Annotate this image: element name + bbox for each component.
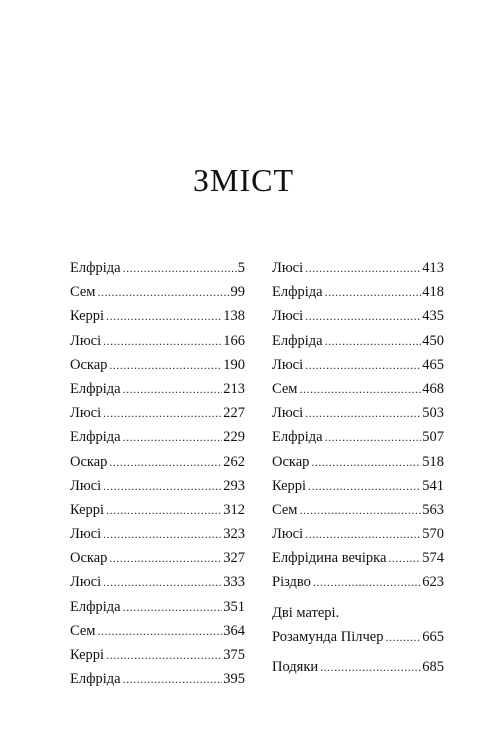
entry-title: Елфріда: [70, 598, 121, 615]
toc-column-right: [272, 256, 444, 679]
entry-page: 333: [223, 574, 245, 591]
entry-page: 229: [223, 429, 245, 446]
entry-title: Люсі: [272, 356, 304, 373]
toc-entry[interactable]: [272, 304, 444, 328]
entry-title: Елфрідина вечірка: [272, 550, 387, 567]
toc-entry[interactable]: [70, 353, 245, 377]
entry-page: 323: [223, 526, 245, 543]
toc-entry[interactable]: [70, 256, 245, 280]
entry-title: Керрі: [70, 501, 105, 518]
entry-title: Елфріда: [272, 284, 323, 301]
toc-entry[interactable]: [272, 377, 444, 401]
dot-leader: [308, 474, 421, 498]
toc-entry[interactable]: [272, 329, 444, 353]
toc-entry[interactable]: [70, 643, 245, 667]
entry-page: 5: [237, 260, 245, 276]
entry-title: Сем: [70, 284, 96, 301]
dot-leader: [103, 522, 222, 546]
entry-page: 262: [223, 453, 245, 470]
entry-title: Сем: [272, 501, 298, 518]
dot-leader: [305, 304, 421, 328]
toc-entry[interactable]: [272, 425, 444, 449]
entry-title: Оскар: [70, 356, 108, 373]
entry-page: 166: [223, 332, 245, 349]
entry-title: Елфріда: [70, 380, 121, 397]
dot-leader: [109, 546, 222, 570]
toc-entry[interactable]: [70, 329, 245, 353]
dot-leader: [106, 304, 222, 328]
toc-entry[interactable]: [272, 353, 444, 377]
dot-leader: [106, 498, 222, 522]
entry-title: Оскар: [272, 453, 310, 470]
entry-page: 395: [223, 671, 245, 688]
entry-title: Подяки: [272, 659, 319, 675]
dot-leader: [305, 401, 421, 425]
entry-title: Керрі: [70, 647, 105, 663]
entry-title: Люсі: [70, 405, 102, 422]
dot-leader: [123, 425, 223, 449]
entry-page: 507: [422, 429, 444, 446]
entry-page: 465: [422, 356, 444, 373]
entry-title: Сем: [70, 622, 96, 639]
entry-title: Люсі: [272, 526, 304, 543]
entry-page: 327: [223, 550, 245, 567]
toc-entry[interactable]: [70, 401, 245, 425]
entry-page: 623: [422, 574, 444, 591]
dot-leader: [123, 256, 237, 280]
dot-leader: [109, 353, 222, 377]
entry-title: Розамунда Пілчер: [272, 628, 384, 645]
entry-title: Люсі: [272, 405, 304, 422]
toc-entry[interactable]: [70, 450, 245, 474]
dot-leader: [103, 474, 222, 498]
entry-title: Елфріда: [272, 332, 323, 349]
entry-title: Сем: [272, 380, 298, 397]
dot-leader: [325, 425, 422, 449]
dot-leader: [97, 619, 222, 643]
toc-entry[interactable]: [272, 570, 444, 594]
entry-title: Люсі: [272, 308, 304, 325]
dot-leader: [103, 329, 222, 353]
dot-leader: [325, 280, 422, 304]
toc-entry-afterword[interactable]: [272, 625, 444, 649]
entry-page: 435: [422, 308, 444, 325]
entry-title: Елфріда: [70, 671, 121, 688]
toc-entry[interactable]: [272, 498, 444, 522]
dot-leader: [313, 570, 421, 594]
toc-entry[interactable]: [272, 450, 444, 474]
entry-title: Люсі: [70, 477, 102, 494]
entry-title: Керрі: [70, 308, 105, 325]
entry-page: 227: [223, 405, 245, 422]
entry-page: 99: [230, 284, 245, 301]
entry-page: 450: [422, 332, 444, 349]
toc-entry[interactable]: [70, 546, 245, 570]
toc-entry[interactable]: [70, 570, 245, 594]
entry-page: 518: [422, 453, 444, 470]
entry-page: 665: [422, 628, 444, 645]
entry-title: Елфріда: [70, 429, 121, 446]
entry-title: Люсі: [70, 526, 102, 543]
entry-title: Різдво: [272, 574, 311, 591]
entry-page: 138: [223, 308, 245, 325]
toc-entry[interactable]: [70, 619, 245, 643]
entry-title: Дві матері.: [272, 604, 340, 621]
toc-entry-afterword-heading[interactable]: [272, 601, 444, 625]
toc-entry[interactable]: [70, 304, 245, 328]
entry-page: 685: [422, 659, 444, 675]
dot-leader: [123, 667, 223, 691]
toc-entry[interactable]: [70, 377, 245, 401]
entry-page: 574: [422, 550, 444, 567]
entry-title: Люсі: [272, 260, 304, 276]
toc-entry[interactable]: [70, 425, 245, 449]
dot-leader: [325, 329, 422, 353]
dot-leader: [299, 377, 421, 401]
entry-page: 293: [223, 477, 245, 494]
dot-leader: [123, 377, 223, 401]
dot-leader: [311, 450, 421, 474]
toc-entry[interactable]: [70, 667, 245, 691]
toc-entry[interactable]: [272, 546, 444, 570]
dot-leader: [305, 256, 421, 280]
entry-page: 312: [223, 501, 245, 518]
toc-column-left: [70, 256, 245, 691]
entry-title: Елфріда: [70, 260, 121, 276]
entry-page: 375: [223, 647, 245, 663]
dot-leader: [123, 595, 223, 619]
entry-page: 563: [422, 501, 444, 518]
entry-title: Елфріда: [272, 429, 323, 446]
toc-entry[interactable]: [70, 474, 245, 498]
toc-entry[interactable]: [272, 474, 444, 498]
page-title: ЗМІСТ: [192, 162, 295, 198]
toc-entry-acknowledgements[interactable]: [272, 655, 444, 679]
entry-page: 503: [422, 405, 444, 422]
dot-leader: [106, 643, 222, 667]
toc-entry[interactable]: [70, 595, 245, 619]
entry-page: 413: [422, 260, 444, 276]
entry-page: 418: [422, 284, 444, 301]
entry-title: Оскар: [70, 550, 108, 567]
entry-page: 570: [422, 526, 444, 543]
dot-leader: [305, 522, 421, 546]
dot-leader: [320, 655, 421, 679]
dot-leader: [299, 498, 421, 522]
toc-entry[interactable]: [70, 522, 245, 546]
dot-leader: [388, 546, 421, 570]
toc-entry[interactable]: [70, 280, 245, 304]
toc-entry[interactable]: [272, 401, 444, 425]
toc-entry[interactable]: [70, 498, 245, 522]
entry-title: Люсі: [70, 332, 102, 349]
entry-page: 351: [223, 598, 245, 615]
toc-entry[interactable]: [272, 280, 444, 304]
toc-entry[interactable]: [272, 256, 444, 280]
entry-page: 213: [223, 380, 245, 397]
entry-title: Люсі: [70, 574, 102, 591]
dot-leader: [103, 570, 222, 594]
dot-leader: [305, 353, 421, 377]
entry-page: 468: [422, 380, 444, 397]
entry-page: 541: [422, 477, 444, 494]
dot-leader: [97, 280, 229, 304]
toc-entry[interactable]: [272, 522, 444, 546]
dot-leader: [103, 401, 222, 425]
entry-title: Оскар: [70, 453, 108, 470]
dot-leader: [385, 625, 421, 649]
dot-leader: [109, 450, 222, 474]
entry-page: 190: [223, 356, 245, 373]
entry-page: 364: [223, 622, 245, 639]
entry-title: Керрі: [272, 477, 307, 494]
